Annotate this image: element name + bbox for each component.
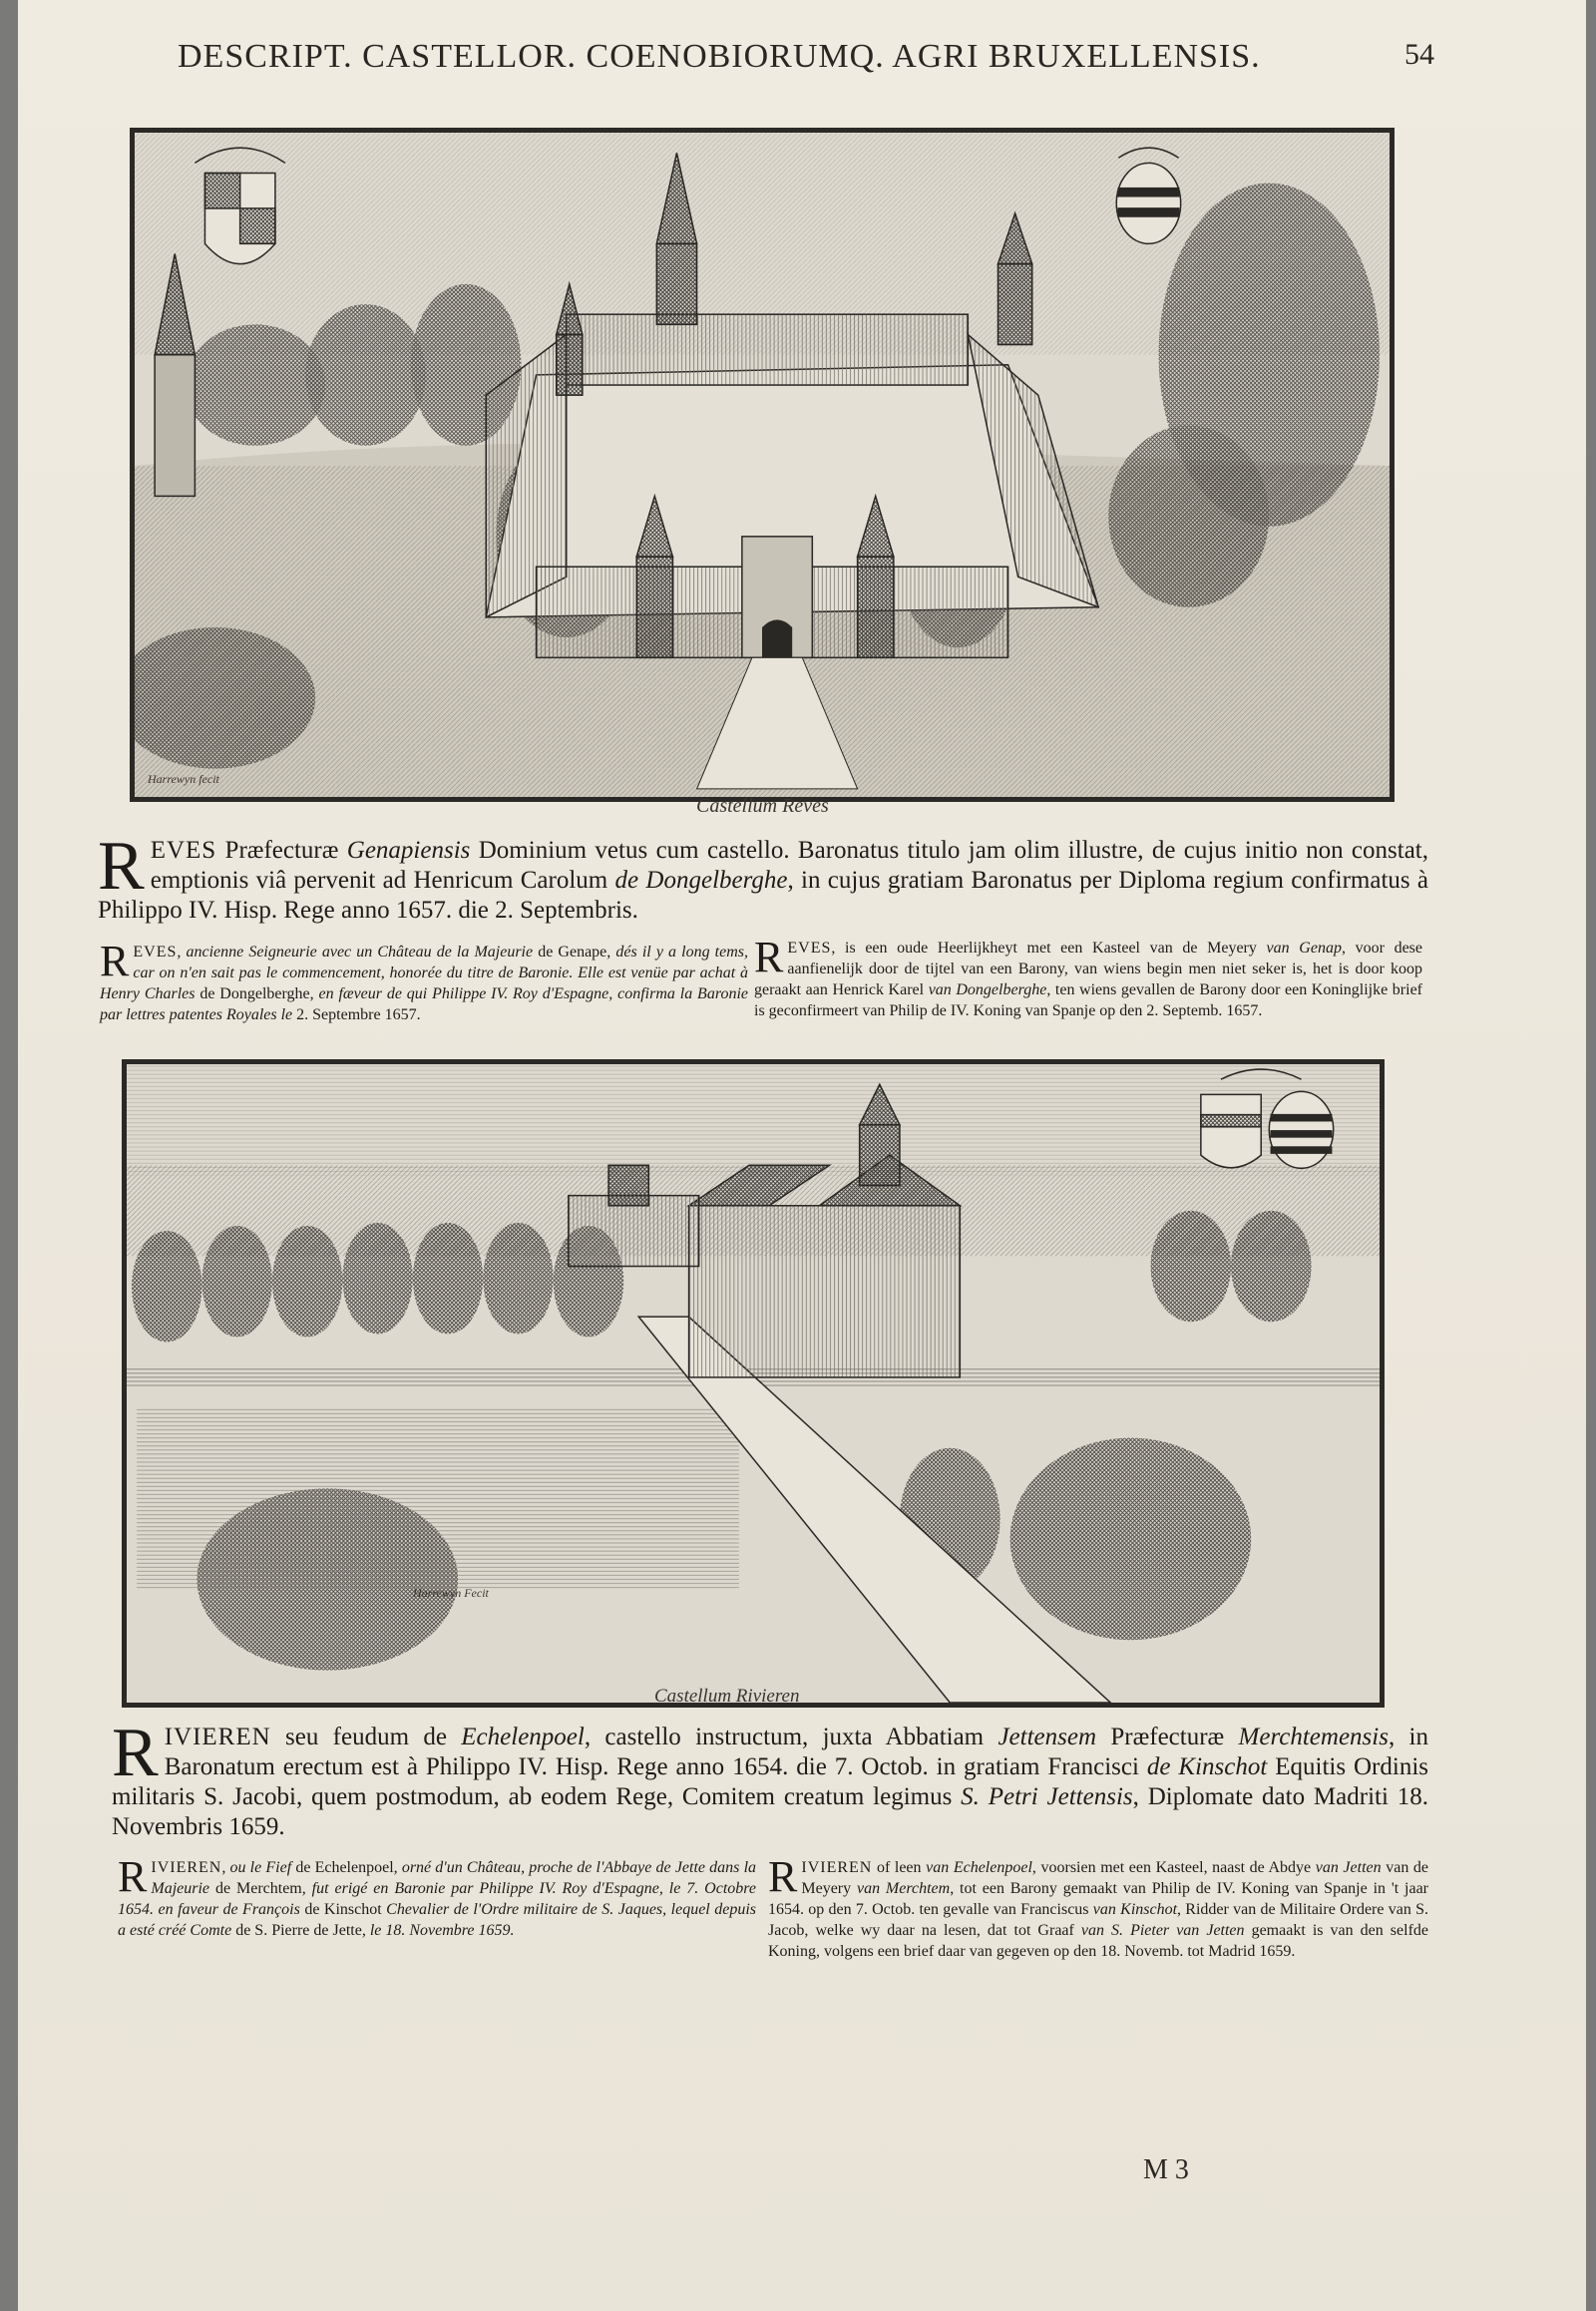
plate-caption-reves: Castellum Reves xyxy=(696,795,829,817)
reves-latin-text: REVES Præfecturæ Genapiensis Dominium vetus cum castello. Baronatus titulo jam olim illustre, de cujus initio non constat, emptionis viâ pervenit ad Henricum Carolum de Dongelberghe, in cujus gratiam Baronatus per Diploma regium confirmatus à Philippo IV. Hisp. Rege anno 1657. die 2. Septembris. xyxy=(98,828,1429,924)
rivieren-french-text: RIVIEREN, ou le Fief de Echelenpoel, orné d'un Château, proche de l'Abbaye de Jette dans la Majeurie de Merchtem, fut erigé en Baronie par Philippe IV. Roy d'Espagne, le 7. Octobre 1654. en faveur de François de Kinschot Chevalier de l'Ordre militaire de S. Jaques, lequel depuis a esté créé Comte de S. Pierre de Jette, le 18. Novembre 1659. xyxy=(118,1852,757,1939)
castle-reves-illustration xyxy=(135,133,1390,797)
dropcap: R xyxy=(754,933,784,981)
reves-dutch-text: REVES, is een oude Heerlijkheyt met een Kasteel van de Meyery van Genap, voor dese aanfienelijk door de tijtel van een Barony, van wiens begin men niet seker is, het is door koop geraakt aan Henrick Karel van Dongelberghe, ten wiens gevallen de Barony door een Koninglijke brief is geconfirmeert van Philip de IV. Koning van Spanje op den 2. Septemb. 1657. xyxy=(754,933,1423,1019)
page-number: 54 xyxy=(1404,38,1434,71)
dropcap: R xyxy=(768,1852,798,1901)
engraver-signature-rivieren: Harrewyn Fecit xyxy=(413,1586,489,1600)
dropcap: R xyxy=(118,1852,148,1901)
dropcap: R xyxy=(98,828,145,905)
rivieren-latin-text: RIVIEREN seu feudum de Echelenpoel, castello instructum, juxta Abbatiam Jettensem Præfecturæ Merchtemensis, in Baronatum erectum est à Philippo IV. Hisp. Rege anno 1654. die 7. Octob. in gratiam Francisci de Kinschot Equitis Ordinis militaris S. Jacobi, quem postmodum, ab eodem Rege, Comitem creatum legimus S. Petri Jettensis, Diplomate dato Madriti 18. Novembris 1659. xyxy=(112,1715,1429,1840)
signature-mark: M 3 xyxy=(1143,2154,1189,2185)
engraver-signature-reves: Harrewyn fecit xyxy=(148,772,219,786)
dropcap: R xyxy=(100,937,130,985)
engraving-castellum-reves xyxy=(130,128,1395,802)
dropcap: R xyxy=(112,1715,159,1791)
reves-french-text: REVES, ancienne Seigneurie avec un Château de la Majeurie de Genape, dés il y a long tems, car on n'en sait pas le commencement, honorée du titre de Baronie. Elle est venüe par achat à Henry Charles de Dongelberghe, en fæveur de qui Philippe IV. Roy d'Espagne, confirma la Baronie par lettres patentes Royales le 2. Septembre 1657. xyxy=(100,937,749,1023)
rivieren-dutch-text: RIVIEREN of leen van Echelenpoel, voorsien met een Kasteel, naast de Abdye van Jetten van de Meyery van Merchtem, tot een Barony gemaakt van Philip de IV. Koning van Spanje in 't jaar 1654. op den 7. Octob. ten gevalle van Franciscus van Kinschot, Ridder van de Militaire Ordere van S. Jacob, welke wy daar na lesen, dat tot Graaf van S. Pieter van Jetten gemaakt is van den selfde Koning, volgens een brief daar van gegeven op den 18. Novemb. tot Madrid 1659. xyxy=(768,1852,1429,1960)
castle-rivieren-illustration xyxy=(127,1064,1380,1703)
engraving-castellum-rivieren xyxy=(122,1059,1385,1708)
page-sheet xyxy=(18,0,1586,2311)
plate-caption-rivieren: Castellum Rivieren xyxy=(654,1686,800,1707)
running-head: DESCRIPT. CASTELLOR. COENOBIORUMQ. AGRI BRUXELLENSIS. xyxy=(178,38,1261,75)
